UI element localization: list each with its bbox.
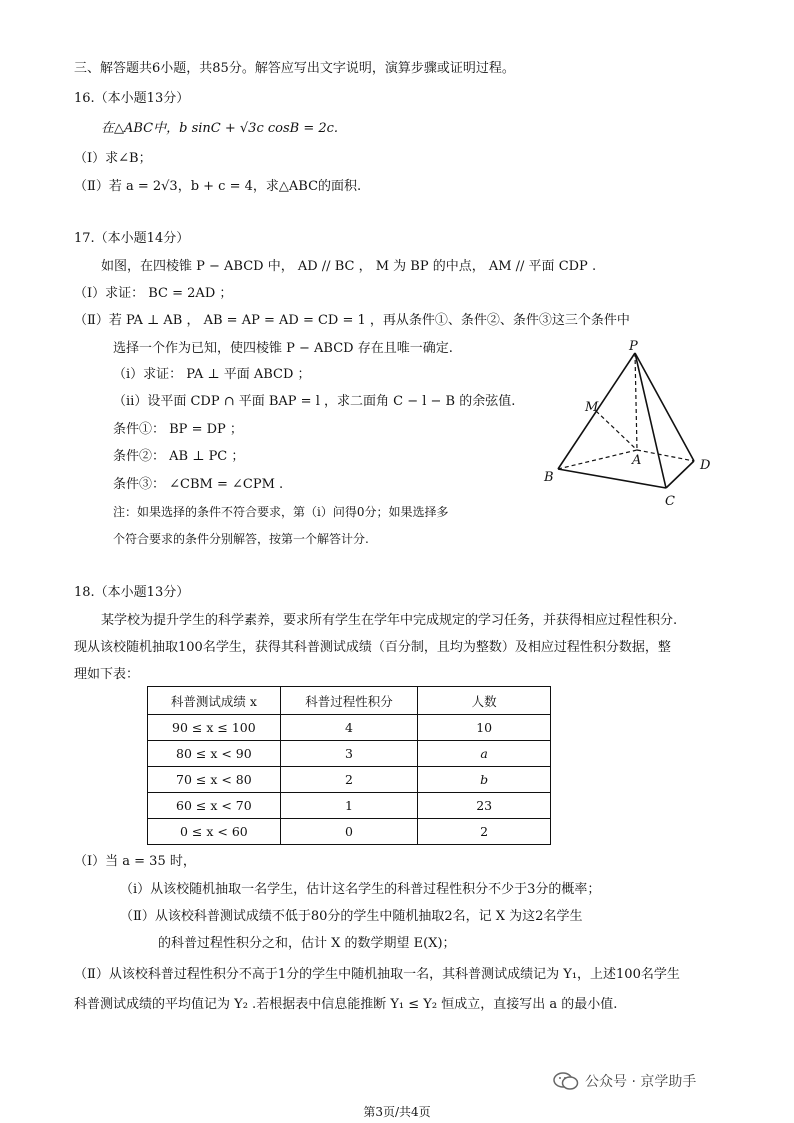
q18-part2-line2: 科普测试成绩的平均值记为 Y₂ .若根据表中信息能推断 Y₁ ≤ Y₂ 恒成立，直接写出 a 的最小值.	[74, 997, 618, 1012]
table-row	[148, 819, 551, 845]
q17-note-line2: 个符合要求的条件分别解答，按第一个解答计分.	[113, 532, 369, 546]
table-cell: 60 ≤ x < 70	[148, 793, 281, 819]
watermark	[553, 1071, 696, 1091]
label-D: D	[700, 458, 711, 473]
table-header: 科普过程性积分	[280, 687, 418, 715]
q16-part1: （Ⅰ）求∠B；	[74, 151, 152, 166]
section-heading: 三、解答题共6小题，共85分。解答应写出文字说明，演算步骤或证明过程。	[74, 61, 515, 76]
label-B: B	[544, 470, 554, 485]
q18-part1: （Ⅰ）当 a = 35 时，	[74, 854, 196, 869]
table-row	[148, 715, 551, 741]
table-cell: 70 ≤ x < 80	[148, 767, 281, 793]
q17-heading: 17.（本小题14分）	[74, 231, 190, 246]
table-row	[148, 741, 551, 767]
q18-part1-ii-line2: 的科普过程性积分之和，估计 X 的数学期望 E(X)；	[158, 936, 456, 951]
table-cell: 80 ≤ x < 90	[148, 741, 281, 767]
table-cell: 3	[280, 741, 418, 767]
q17-condition1: 条件①： BP = DP ；	[113, 422, 243, 437]
wechat-icon	[553, 1072, 579, 1090]
table-cell: b	[418, 767, 551, 793]
q16-stem: 在△ABC中，b sinC + √3c cosB = 2c.	[101, 121, 339, 136]
table-row	[148, 793, 551, 819]
q17-stem: 如图，在四棱锥 P − ABCD 中， AD // BC ， M 为 BP 的中点， AM // 平面 CDP .	[101, 259, 597, 274]
q17-part1: （Ⅰ）求证： BC = 2AD ；	[74, 286, 233, 301]
q18-stem-line2: 现从该校随机抽取100名学生，获得其科普测试成绩（百分制，且均为整数）及相应过程性积分数据，整	[74, 640, 671, 655]
table-cell: 2	[418, 819, 551, 845]
q17-subpart-ii: （ⅱ）设平面 CDP ∩ 平面 BAP = l ，求二面角 C − l − B 的余弦值.	[113, 394, 516, 409]
q17-subpart-i: （ⅰ）求证： PA ⊥ 平面 ABCD ；	[113, 367, 311, 382]
q17-condition2: 条件②： AB ⊥ PC ；	[113, 449, 245, 464]
table-cell: 1	[280, 793, 418, 819]
table-cell: 10	[418, 715, 551, 741]
q18-part2-line1: （Ⅱ）从该校科普过程性积分不高于1分的学生中随机抽取一名，其科普测试成绩记为 Y₁，上述100名学生	[74, 967, 680, 982]
q17-part2-line1: （Ⅱ）若 PA ⊥ AB ， AB = AP = AD = CD = 1 ，再从条件①、条件②、条件③这三个条件中	[74, 313, 630, 328]
pyramid-figure	[536, 336, 720, 512]
watermark-text: 公众号 · 京学助手	[585, 1074, 697, 1090]
label-P: P	[629, 339, 638, 354]
q17-part2-line2: 选择一个作为已知，使四棱锥 P − ABCD 存在且唯一确定.	[113, 341, 453, 356]
page-footer: 第3页/共4页	[363, 1105, 431, 1119]
table-cell: 0	[280, 819, 418, 845]
table-cell: 0 ≤ x < 60	[148, 819, 281, 845]
score-table	[147, 686, 551, 845]
q18-stem-line3: 理如下表：	[74, 667, 140, 682]
q18-stem-line1: 某学校为提升学生的科学素养，要求所有学生在学年中完成规定的学习任务，并获得相应过程性积分.	[101, 613, 678, 628]
q16-part2: （Ⅱ）若 a = 2√3，b + c = 4，求△ABC的面积.	[74, 179, 362, 194]
table-header-row	[148, 687, 551, 715]
label-C: C	[665, 494, 675, 509]
table-header: 科普测试成绩 x	[148, 687, 281, 715]
q17-condition3: 条件③： ∠CBM = ∠CPM .	[113, 477, 284, 492]
q18-part1-i: （ⅰ）从该校随机抽取一名学生，估计这名学生的科普过程性积分不少于3分的概率；	[120, 882, 601, 897]
table-cell: 23	[418, 793, 551, 819]
table-cell: a	[418, 741, 551, 767]
table-cell: 90 ≤ x ≤ 100	[148, 715, 281, 741]
label-A: A	[632, 453, 642, 468]
label-M: M	[585, 400, 599, 415]
table-header: 人数	[418, 687, 551, 715]
q16-heading: 16.（本小题13分）	[74, 91, 190, 106]
q18-heading: 18.（本小题13分）	[74, 585, 190, 600]
q17-note-line1: 注：如果选择的条件不符合要求，第（ⅰ）问得0分；如果选择多	[113, 505, 449, 519]
table-row	[148, 767, 551, 793]
table-cell: 4	[280, 715, 418, 741]
table-cell: 2	[280, 767, 418, 793]
q18-part1-ii-line1: （Ⅱ）从该校科普测试成绩不低于80分的学生中随机抽取2名，记 X 为这2名学生	[120, 909, 583, 924]
